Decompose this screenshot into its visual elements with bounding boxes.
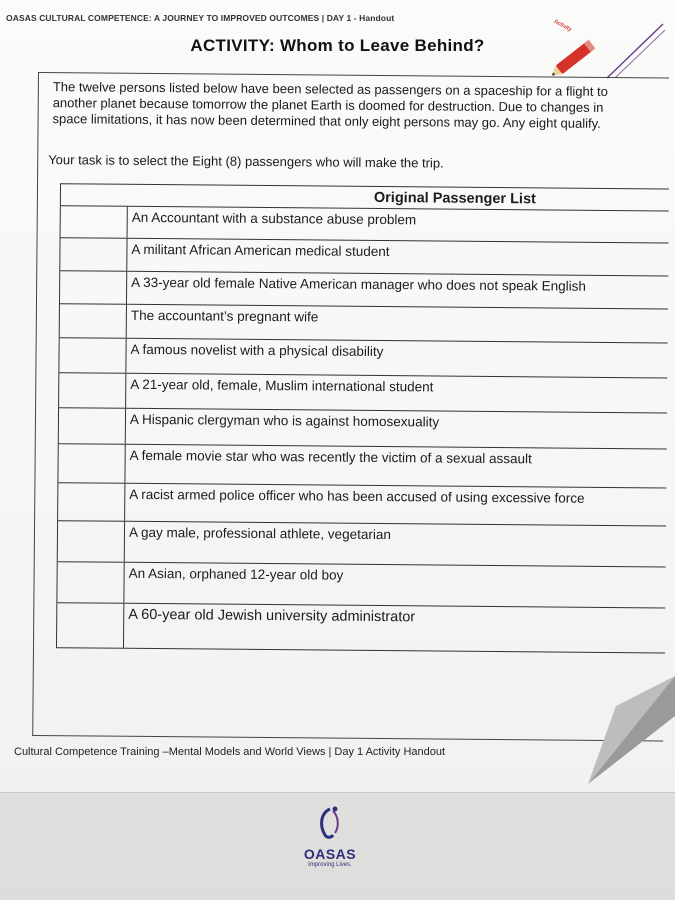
logo-figure-icon <box>313 805 347 841</box>
table-row <box>58 483 666 526</box>
table-row <box>58 521 666 567</box>
passenger-description: The accountant’s pregnant wife <box>130 307 319 325</box>
intro-paragraph: The twelve persons listed below have been selected as passengers on a spaceship for a flight to another planet because tomorrow the planet Earth is doomed for destruction. Due to changes in space limitations, it has now been determined that only eight persons may go. Any eight qualify. <box>52 79 608 131</box>
corner-stripe-graphic <box>605 20 665 80</box>
passenger-description: A 33-year old female Native American manager who does not speak English <box>131 274 586 294</box>
page-title: ACTIVITY: Whom to Leave Behind? <box>190 36 485 55</box>
selection-cell[interactable] <box>60 304 127 338</box>
passenger-table <box>56 183 669 653</box>
passenger-description: A 21-year old, female, Muslim international student <box>130 376 434 395</box>
selection-cell[interactable] <box>61 206 128 238</box>
table-row <box>58 444 666 488</box>
selection-cell[interactable] <box>58 444 125 483</box>
task-instruction: Your task is to select the Eight (8) passengers who will make the trip. <box>48 152 444 171</box>
selection-cell[interactable] <box>58 483 125 521</box>
passenger-description: A female movie star who was recently the victim of a sexual assault <box>129 447 532 467</box>
table-row <box>60 304 668 343</box>
footer-text: Cultural Competence Training –Mental Models and World Views | Day 1 Activity Handout <box>14 746 446 758</box>
passenger-description: A gay male, professional athlete, vegetarian <box>128 524 391 543</box>
activity-badge-label: Activity <box>552 18 573 34</box>
selection-cell[interactable] <box>57 562 124 603</box>
activity-box <box>32 72 669 741</box>
table-row <box>61 206 669 243</box>
table-row <box>59 373 667 413</box>
selection-cell[interactable] <box>59 408 126 444</box>
passenger-description: A famous novelist with a physical disability <box>130 341 384 360</box>
logo-tagline: Improving Lives. <box>308 862 352 868</box>
running-head: OASAS CULTURAL COMPETENCE: A JOURNEY TO IMPROVED OUTCOMES | DAY 1 - Handout <box>6 13 395 23</box>
selection-cell[interactable] <box>59 338 126 373</box>
selection-cell[interactable] <box>59 373 126 408</box>
passenger-description: A 60-year old Jewish university administrator <box>128 606 416 626</box>
logo-wordmark: OASAS <box>303 846 357 862</box>
passenger-description: A militant African American medical student <box>131 241 390 260</box>
selection-cell[interactable] <box>60 238 127 271</box>
page-curl-graphic <box>586 676 675 786</box>
selection-cell[interactable] <box>57 603 124 648</box>
passenger-description: An Asian, orphaned 12-year old boy <box>128 565 344 583</box>
table-row <box>59 338 667 378</box>
table-row <box>57 603 665 653</box>
passenger-description: An Accountant with a substance abuse problem <box>131 209 417 228</box>
selection-cell[interactable] <box>60 271 127 304</box>
oasas-logo <box>290 805 370 868</box>
passenger-description: A racist armed police officer who has been accused of using excessive force <box>129 486 585 506</box>
selection-cell[interactable] <box>58 521 125 562</box>
table-heading: Original Passenger List <box>61 184 669 211</box>
table-row <box>57 562 665 608</box>
table-row <box>59 408 667 449</box>
table-row <box>60 271 668 309</box>
passenger-description: A Hispanic clergyman who is against homosexuality <box>129 411 440 430</box>
table-row <box>60 238 668 276</box>
